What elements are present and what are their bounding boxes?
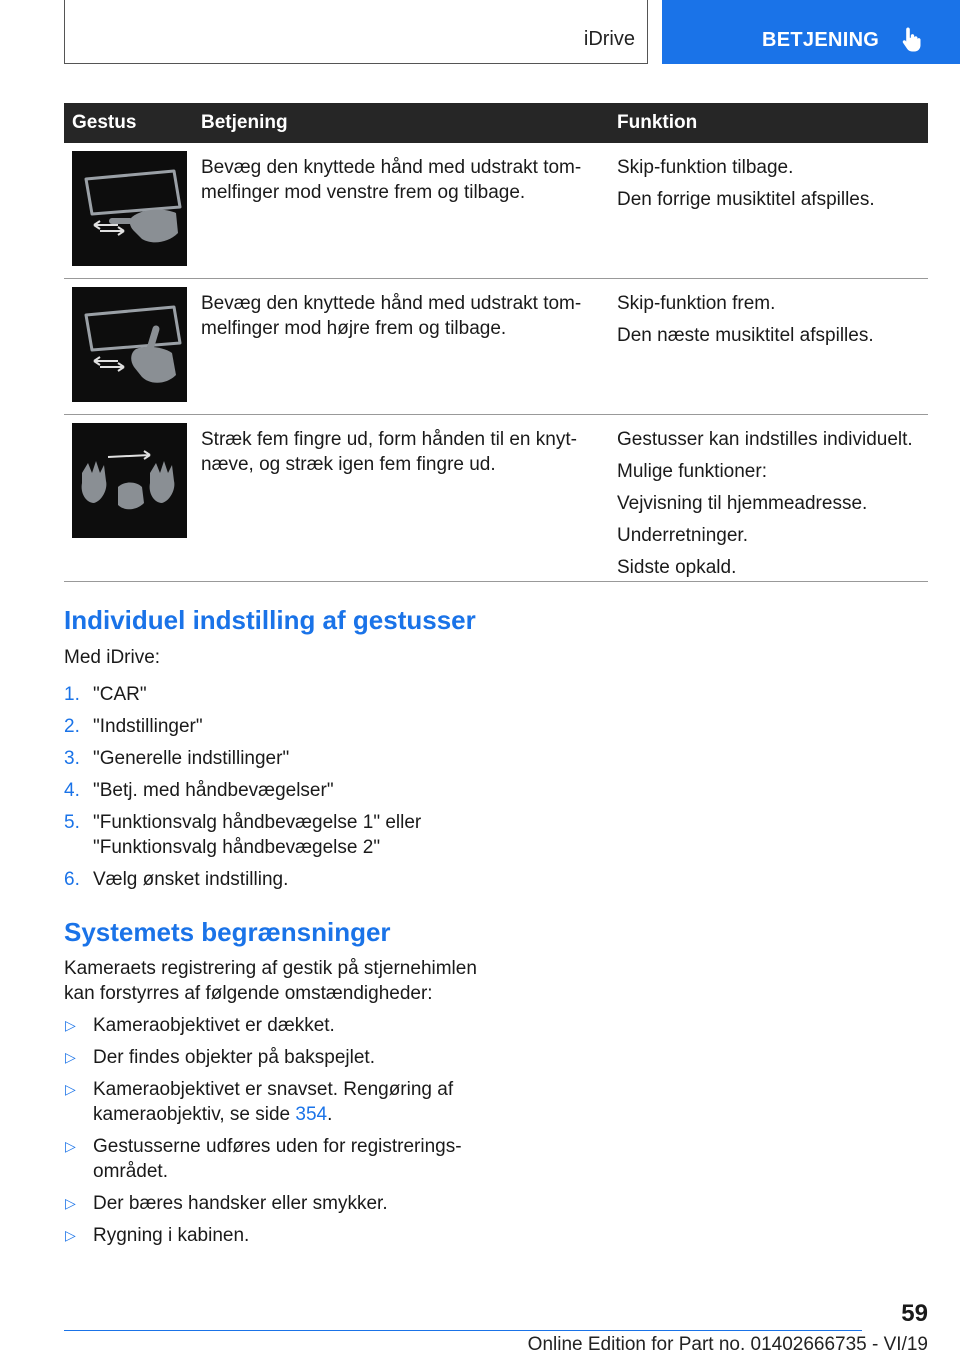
step-number: 5. <box>64 812 80 833</box>
list-item <box>64 810 504 860</box>
bullet-text: Gestusserne udføres uden for registrerings-området. <box>93 1136 462 1182</box>
page-ref-link[interactable]: 354 <box>295 1104 328 1125</box>
function-cell <box>617 143 928 278</box>
operation-cell: Bevæg den knyttede hånd med udstrakt tom-melfinger mod højre frem og tilbage. <box>201 293 582 339</box>
list-item <box>64 1223 504 1248</box>
step-number: 1. <box>64 684 80 705</box>
step-number: 2. <box>64 716 80 737</box>
gesture-swipe-right-icon <box>72 287 187 402</box>
operation-cell: Bevæg den knyttede hånd med udstrakt tom-melfinger mod venstre frem og tilbage. <box>201 157 582 203</box>
triangle-bullet-icon: ▷ <box>65 1049 76 1065</box>
list-item: ▷ Kameraobjektivet er snavset. Rengøring af kameraobjektiv, se side 354. <box>65 1079 454 1125</box>
list-item <box>64 682 504 707</box>
table-header-row <box>64 103 928 143</box>
gesture-cell <box>64 415 201 581</box>
gesture-table <box>64 103 928 582</box>
gesture-fist-open-icon <box>72 423 187 538</box>
footer-edition: Online Edition for Part no. 01402666735 - VI/19 <box>527 1334 928 1355</box>
column-header-function: Funktion <box>617 112 698 133</box>
function-text: Underretninger. <box>617 525 748 546</box>
function-text: Mulige funktioner: <box>617 461 767 482</box>
table-row <box>64 143 928 279</box>
bullet-text: Kameraobjektivet er dækket. <box>93 1015 335 1036</box>
step-text: "Generelle indstillinger" <box>93 748 290 769</box>
list-item <box>64 778 504 803</box>
step-text: Vælg ønsket indstilling. <box>93 869 289 890</box>
steps-list <box>64 682 504 899</box>
function-text: Skip-funktion frem. <box>617 293 776 314</box>
header-section: iDrive <box>583 28 635 50</box>
step-text: "CAR" <box>93 684 147 705</box>
bullet-text: Rygning i kabinen. <box>93 1225 250 1246</box>
function-text: Den forrige musiktitel afspilles. <box>617 189 875 210</box>
function-text: Vejvisning til hjemmeadresse. <box>617 493 868 514</box>
triangle-bullet-icon: ▷ <box>65 1081 76 1097</box>
footer-divider <box>64 1330 862 1331</box>
table-row <box>64 415 928 582</box>
gesture-cell <box>64 279 201 414</box>
header-chapter-tab[interactable] <box>662 0 960 64</box>
section-title-gesture-settings: Individuel indstilling af gestusser <box>64 605 476 635</box>
list-item <box>64 714 504 739</box>
function-text: Skip-funktion tilbage. <box>617 157 794 178</box>
header-chapter: BETJENING <box>762 29 880 51</box>
section-intro: Med iDrive: <box>64 647 161 668</box>
step-number: 4. <box>64 780 80 801</box>
column-header-gesture: Gestus <box>72 112 137 133</box>
gesture-swipe-left-icon <box>72 151 187 266</box>
list-item <box>64 746 504 771</box>
triangle-bullet-icon: ▷ <box>65 1138 76 1154</box>
function-cell <box>617 279 928 414</box>
list-item <box>64 1191 504 1216</box>
bullet-text: Der bæres handsker eller smykker. <box>93 1193 388 1214</box>
column-header-operation: Betjening <box>201 112 288 133</box>
function-text: Sidste opkald. <box>617 557 737 578</box>
triangle-bullet-icon: ▷ <box>65 1195 76 1211</box>
function-cell <box>617 415 928 581</box>
function-text: Den næste musiktitel afspilles. <box>617 325 874 346</box>
bullet-text: Kameraobjektivet er snavset. Rengøring af kameraobjektiv, se side <box>93 1079 454 1125</box>
function-text: Gestusser kan indstilles individuelt. <box>617 429 913 450</box>
list-item <box>64 1013 504 1038</box>
list-item <box>64 867 504 892</box>
step-number: 3. <box>64 748 80 769</box>
step-text: "Funktionsvalg håndbevægelse 1" eller "Funktionsvalg håndbevægelse 2" <box>93 812 422 858</box>
triangle-bullet-icon: ▷ <box>65 1017 76 1033</box>
section-title-system-limits: Systemets begrænsninger <box>64 917 391 947</box>
step-text: "Betj. med håndbevægelser" <box>93 780 334 801</box>
header-section-box <box>64 0 648 64</box>
step-text: "Indstillinger" <box>93 716 203 737</box>
step-number: 6. <box>64 869 80 890</box>
triangle-bullet-icon: ▷ <box>65 1227 76 1243</box>
operation-cell: Stræk fem fingre ud, form hånden til en knyt-næve, og stræk igen fem fingre ud. <box>201 429 577 475</box>
page-number: 59 <box>901 1300 928 1327</box>
bullet-text: Der findes objekter på bakspejlet. <box>93 1047 375 1068</box>
list-item <box>64 1045 504 1070</box>
list-item <box>64 1134 504 1184</box>
section-intro: Kameraets registrering af gestik på stjernehimlen kan forstyrres af følgende omstændigheder: <box>64 958 477 1004</box>
hand-pointer-icon <box>901 26 923 52</box>
table-row <box>64 279 928 415</box>
limits-list <box>64 1013 504 1255</box>
gesture-cell <box>64 143 201 278</box>
